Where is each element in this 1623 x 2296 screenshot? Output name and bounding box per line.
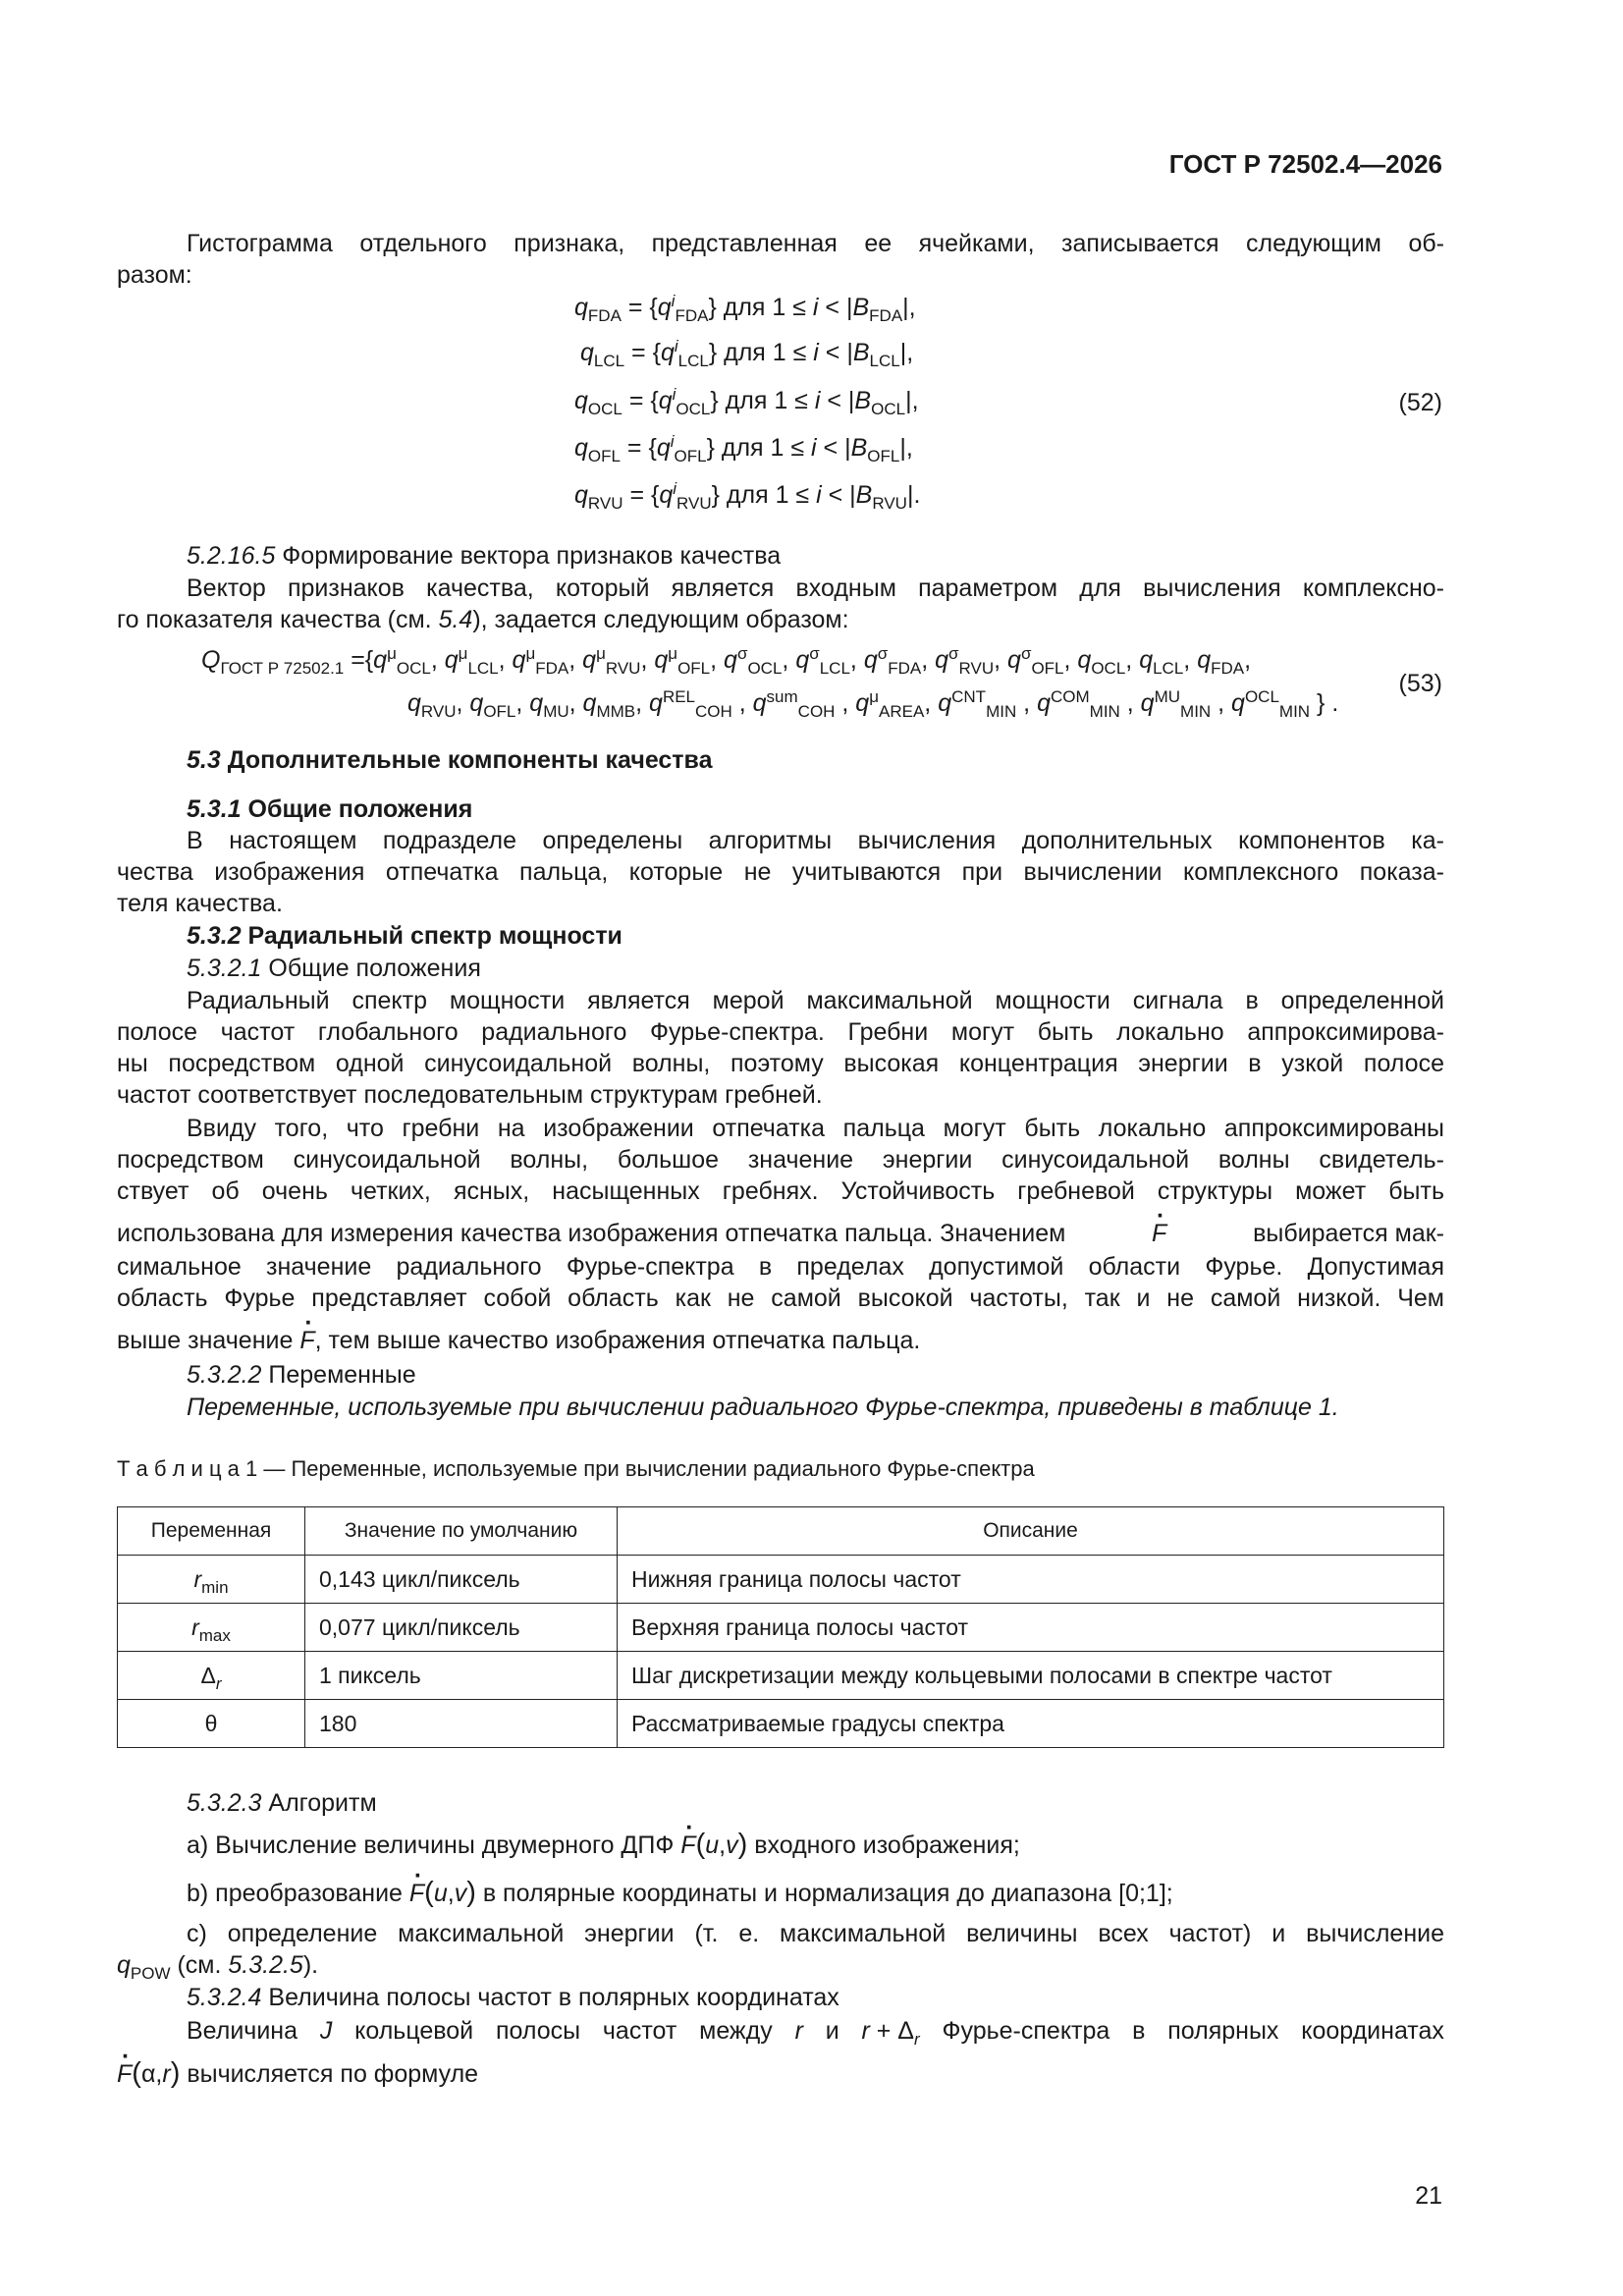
variable-cell: $\Delta_r$: [118, 1652, 305, 1700]
table-row: [118, 1556, 1444, 1604]
eq52-row-lcl: $q_{LCL} = \{q^i_{LCL}\}$ для $1 \le i < |B_{LCL}|$,: [580, 337, 914, 370]
f-dot-symbol: · F: [1152, 1218, 1166, 1249]
algorithm-step-c-line-1: c) определение максимальной энергии (т. е. максимальной величины всех частот) и вычисление: [187, 1920, 1444, 1947]
s5-3-1-line-1: В настоящем подразделе определены алгоритмы вычисления дополнительных компонентов ка-: [187, 827, 1444, 854]
table-1: [117, 1506, 1444, 1748]
s5-3-2-1-line-2: полосе частот глобального радиального Фурье-спектра. Гребни могут быть локально аппроксимирова-: [117, 1018, 1444, 1046]
section-5-3-2-4-heading: 5.3.2.4 Величина полосы частот в полярных координатах: [187, 1984, 839, 2011]
s5-3-2-2-note: Переменные, используемые при вычислении радиального Фурье-спектра, приведены в таблице 1.: [187, 1394, 1339, 1421]
description-cell: Шаг дискретизации между кольцевыми полосами в спектре частот: [618, 1652, 1444, 1700]
s5-3-2-1-p2-line-2: посредством синусоидальной волны, большое значение энергии синусоидальной волны свидетель-: [117, 1146, 1444, 1174]
s5-3-1-line-2: чества изображения отпечатка пальца, которые не учитываются при вычислении комплексного показа-: [117, 858, 1444, 886]
s5-3-2-1-line-1: Радиальный спектр мощности является мерой максимальной мощности сигнала в определенной: [187, 987, 1444, 1014]
table-1-caption: Т а б л и ц а 1 — Переменные, используемые при вычислении радиального Фурье-спектра: [117, 1456, 1035, 1481]
s5-3-2-4-line-2: · F(α,r) вычисляется по формуле: [117, 2057, 478, 2090]
f-dot-symbol: · F: [299, 1325, 314, 1356]
s5-3-2-1-p2-line-7: выше значение · F, тем выше качество изображения отпечатка пальца.: [117, 1325, 920, 1356]
description-cell: Рассматриваемые градусы спектра: [618, 1700, 1444, 1748]
s5-2-16-5-para-line-1: Вектор признаков качества, который является входным параметром для вычисления комплексно-: [187, 574, 1444, 602]
eq52-row-rvu: $q_{RVU} = \{q^i_{RVU}\}$ для $1 \le i < |B_{RVU}|$.: [574, 479, 921, 513]
section-5-3-2-2-heading: 5.3.2.2 Переменные: [187, 1361, 416, 1389]
default-value-cell: 0,143 цикл/пиксель: [305, 1556, 618, 1604]
section-5-2-16-5-heading: [187, 540, 781, 572]
variable-cell: $r_{min}$: [118, 1556, 305, 1604]
default-value-cell: 0,077 цикл/пиксель: [305, 1604, 618, 1652]
s5-3-2-4-line-1: Величина J кольцевой полосы частот между r и $r + \Delta_r$ Фурье-спектра в полярных координатах: [187, 2017, 1444, 2049]
section-number: 5.2.16.5: [187, 542, 276, 570]
section-5-3-1-heading: 5.3.1 Общие положения: [187, 795, 473, 823]
f-dot-symbol: · F: [409, 1878, 424, 1909]
s5-2-16-5-para-line-2: го показателя качества (см. 5.4), задается следующим образом:: [117, 606, 849, 633]
section-title: Формирование вектора признаков качества: [275, 542, 782, 570]
eq52-row-ofl: $q_{OFL} = \{q^i_{OFL}\}$ для $1 \le i < |B_{OFL}|$,: [574, 432, 913, 465]
column-header: Значение по умолчанию: [305, 1507, 618, 1556]
section-5-3-2-3-heading: 5.3.2.3 Алгоритм: [187, 1789, 377, 1817]
page-number: 21: [1415, 2182, 1442, 2210]
column-header: Переменная: [118, 1507, 305, 1556]
algorithm-step-b: b) преобразование · F(u,v) в полярные координаты и нормализация до диапазона [0;1];: [187, 1877, 1173, 1909]
document-id-header: ГОСТ Р 72502.4—2026: [1168, 149, 1442, 179]
description-cell: Нижняя граница полосы частот: [618, 1556, 1444, 1604]
default-value-cell: 1 пиксель: [305, 1652, 618, 1700]
section-5-3-2-heading: 5.3.2 Радиальный спектр мощности: [187, 922, 622, 950]
section-5-3-heading: 5.3 Дополнительные компоненты качества: [187, 746, 713, 774]
variable-cell: θ: [118, 1700, 305, 1748]
eq52-row-fda: $q_{FDA} = \{q^i_{FDA}\}$ для $1 \le i < |B_{FDA}|$,: [574, 292, 916, 325]
s5-3-2-1-p2-line-1: Ввиду того, что гребни на изображении отпечатка пальца могут быть локально аппроксимированы: [187, 1115, 1444, 1142]
description-cell: Верхняя граница полосы частот: [618, 1604, 1444, 1652]
s5-3-2-1-p2-line-3: ствует об очень четких, ясных, насыщенных гребнях. Устойчивость гребневой структуры может быть: [117, 1177, 1444, 1205]
table-row: [118, 1604, 1444, 1652]
variable-cell: $r_{max}$: [118, 1604, 305, 1652]
s5-3-2-1-p2-line-6: область Фурье представляет собой область как не самой высокой частоты, так и не самой низкой. Чем: [117, 1285, 1444, 1312]
algorithm-step-a: a) Вычисление величины двумерного ДПФ · F(u,v) входного изображения;: [187, 1829, 1020, 1861]
table-row: [118, 1700, 1444, 1748]
s5-3-2-1-line-3: ны посредством одной синусоидальной волны, поэтому высокая концентрация энергии в узкой полосе: [117, 1050, 1444, 1077]
s5-3-2-1-p2-line-5: симальное значение радиального Фурье-спектра в пределах допустимой области Фурье. Допустимая: [117, 1253, 1444, 1281]
eq53-line-2: $q_{RVU}$, $q_{OFL}$, $q_{MU}$, $q_{MMB}$, $q^{REL}_{COH}$ , $q^{sum}_{COH}$ , $q^\mu_{AREA}$, $q^{CNT}_{MIN}$ , $q^{COM}_{MIN}$ , $q^{MU}_{MIN}$ , $q^{OCL}_{MIN}$ } .: [407, 687, 1339, 721]
algorithm-step-c-line-2: $q_{POW}$ (см. 5.3.2.5).: [117, 1951, 319, 1983]
s5-3-2-1-line-4: частот соответствует последовательным структурам гребней.: [117, 1081, 823, 1109]
s5-3-2-1-p2-line-4: использована для измерения качества изображения отпечатка пальца. Значением · F выбирается мак-: [117, 1218, 1444, 1249]
table-header-row: [118, 1507, 1444, 1556]
f-dot-symbol: · F: [680, 1830, 695, 1861]
eq53-line-1: $Q_{ГОСТ Р 72502.1} =\{q^\mu_{OCL}$, $q^\mu_{LCL}$, $q^\mu_{FDA}$, $q^\mu_{RVU}$, $q^\mu_{OFL}$, $q^\sigma_{OCL}$, $q^\sigma_{LCL}$, $q^\sigma_{FDA}$, $q^\sigma_{RVU}$, $q^\sigma_{OFL}$, $q_{OCL}$, $q_{LCL}$, $q_{FDA}$,: [201, 644, 1252, 678]
section-5-3-2-1-heading: 5.3.2.1 Общие положения: [187, 955, 481, 982]
s5-3-1-line-3: теля качества.: [117, 890, 283, 917]
intro-line-2: разом:: [117, 261, 192, 289]
column-header: Описание: [618, 1507, 1444, 1556]
intro-line-1: Гистограмма отдельного признака, представленная ее ячейками, записывается следующим об-: [187, 230, 1444, 257]
table-row: [118, 1652, 1444, 1700]
default-value-cell: 180: [305, 1700, 618, 1748]
eq52-number: (52): [1398, 389, 1442, 416]
eq52-row-ocl: $q_{OCL} = \{q^i_{OCL}\}$ для $1 \le i < |B_{OCL}|$,: [574, 385, 919, 418]
eq53-number: (53): [1398, 670, 1442, 697]
f-dot-symbol: · F: [117, 2058, 132, 2090]
